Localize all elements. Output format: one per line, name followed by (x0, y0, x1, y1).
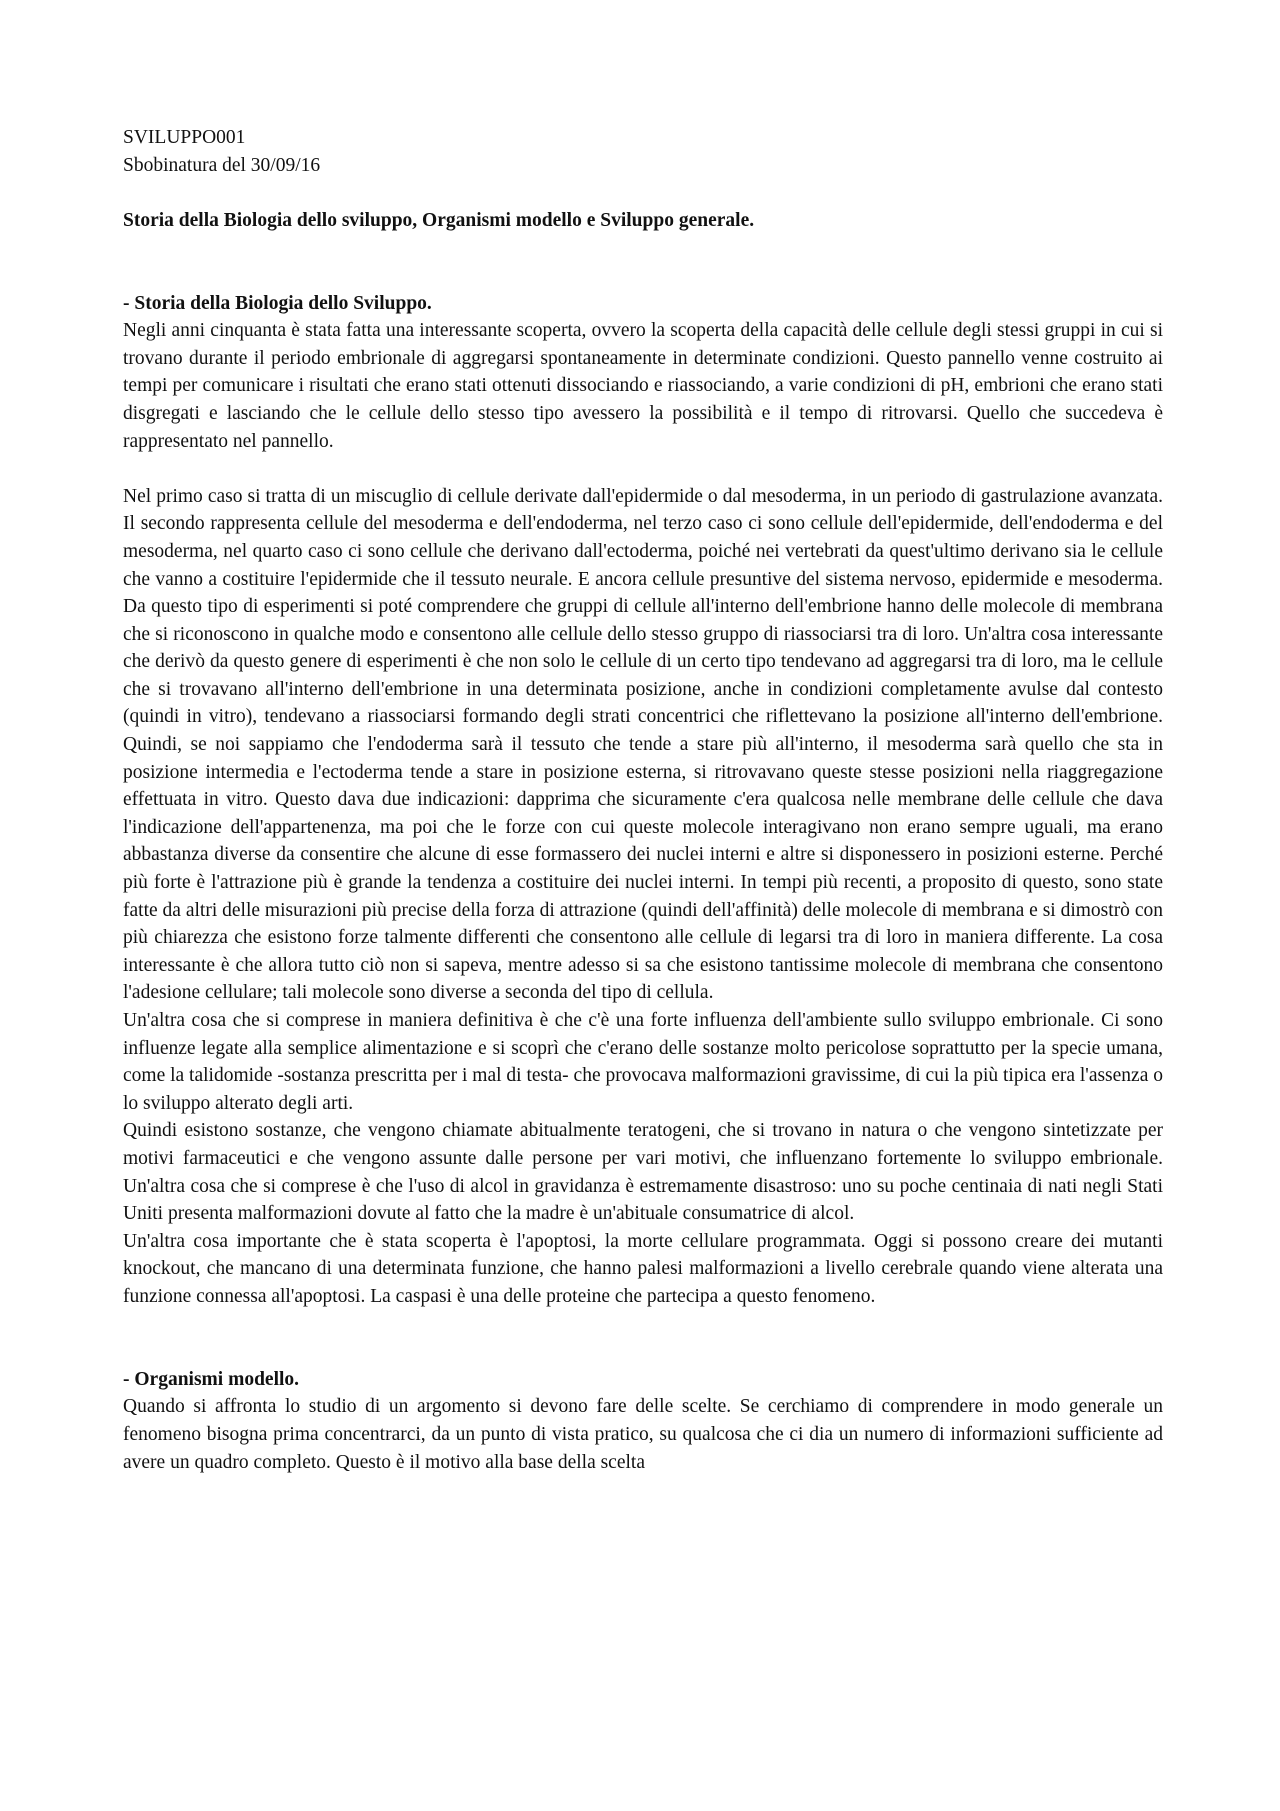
section-heading-storia: - Storia della Biologia dello Sviluppo. (123, 292, 432, 314)
document-code: SVILUPPO001 (123, 127, 246, 148)
paragraph: Un'altra cosa importante che è stata scoperta è l'apoptosi, la morte cellulare programmata. Oggi si possono creare dei mutanti knockout, che mancano di una determinata funzione, che hanno palesi malformazioni a livello cerebrale quando viene alterata una funzione connessa all'apoptosi. La caspasi è una delle proteine che partecipa a questo fenomeno. (123, 1230, 1163, 1307)
paragraph: Nel primo caso si tratta di un miscuglio di cellule derivate dall'epidermide o dal mesoderma, in un periodo di gastrulazione avanzata. Il secondo rappresenta cellule del mesoderma e dell'endoderma, nel terzo caso ci sono cellule dell'epidermide, dell'endoderma e del mesoderma, nel quarto caso ci sono cellule che derivano dall'ectoderma, poiché nei vertebrati da quest'ultimo derivano sia le cellule che vanno a costituire l'epidermide che il tessuto neurale. E ancora cellule presuntive del sistema nervoso, epidermide e mesoderma. Da questo tipo di esperimenti si poté comprendere che gruppi di cellule all'interno dell'embrione hanno delle molecole di membrana che si riconoscono in qualche modo e consentono alle cellule dello stesso gruppo di riassociarsi tra di loro. Un'altra cosa interessante che derivò da questo genere di esperimenti è che non solo le cellule di un certo tipo tendevano ad aggregarsi tra di loro, ma le cellule che si trovavano all'interno dell'embrione in una determinata posizione, anche in condizioni completamente avulse dal contesto (quindi in vitro), tendevano a riassociarsi formando degli strati concentrici che riflettevano la posizione all'interno dell'embrione. Quindi, se noi sappiamo che l'endoderma sarà il tessuto che tende a stare più all'interno, il mesoderma sarà quello che sta in posizione intermedia e l'ectoderma tende a stare in posizione esterna, si ritrovavano queste stesse posizioni nella riaggregazione effettuata in vitro. Questo dava due indicazioni: dapprima che sicuramente c'era qualcosa nelle membrane delle cellule che dava l'indicazione dell'appartenenza, ma poi che le forze con cui queste molecole interagivano non erano sempre uguali, ma erano abbastanza diverse da consentire che alcune di esse formassero dei nuclei interni e altre si disponessero in posizioni esterne. Perché più forte è l'attrazione più è grande la tendenza a costituire dei nuclei interni. In tempi più recenti, a proposito di questo, sono state fatte da altri delle misurazioni più precise della forza di attrazione (quindi dell'affinità) delle molecole di membrana e si dimostrò con più chiarezza che esistono forze talmente differenti che consentono alle cellule di legarsi tra di loro in maniera differente. La cosa interessante è che allora tutto ciò non si sapeva, mentre adesso si sa che esistono tantissime molecole di membrana che consentono l'adesione cellulare; tali molecole sono diverse a seconda del tipo di cellula. (123, 485, 1163, 1004)
document-page (123, 124, 1163, 1476)
paragraph: Quindi esistono sostanze, che vengono chiamate abitualmente teratogeni, che si trovano in natura o che vengono sintetizzate per motivi farmaceutici e che vengono assunte dalle persone per vari motivi, che influenzano fortemente lo sviluppo embrionale. Un'altra cosa che si comprese è che l'uso di alcol in gravidanza è estremamente disastroso: uno su poche centinaia di nati negli Stati Uniti presenta malformazioni dovute al fatto che la madre è un'abituale consumatrice di alcol. (123, 1120, 1163, 1225)
paragraph: Negli anni cinquanta è stata fatta una interessante scoperta, ovvero la scoperta della capacità delle cellule degli stessi gruppi in cui si trovano durante il periodo embrionale di aggregarsi spontaneamente in determinate condizioni. Questo pannello venne costruito ai tempi per comunicare i risultati che erano stati ottenuti dissociando e riassociando, a varie condizioni di pH, embrioni che erano stati disgregati e lasciando che le cellule dello stesso tipo avessero la possibilità e il tempo di ritrovarsi. Quello che succedeva è rappresentato nel pannello. (123, 320, 1163, 452)
paragraph: Quando si affronta lo studio di un argomento si devono fare delle scelte. Se cerchiamo di comprendere in modo generale un fenomeno bisogna prima concentrarci, da un punto di vista pratico, su qualcosa che ci dia un numero di informazioni sufficiente ad avere un quadro completo. Questo è il motivo alla base della scelta (123, 1396, 1163, 1473)
section-heading-organismi: - Organismi modello. (123, 1368, 300, 1390)
paragraph: Un'altra cosa che si comprese in maniera definitiva è che c'è una forte influenza dell'ambiente sullo sviluppo embrionale. Ci sono influenze legate alla semplice alimentazione e si scoprì che c'erano delle sostanze molto pericolose soprattutto per la specie umana, come la talidomide -sostanza prescritta per i mal di testa- che provocava malformazioni gravissime, di cui la più tipica era l'assenza o lo sviluppo alterato degli arti. (123, 1010, 1163, 1114)
document-date: Sbobinatura del 30/09/16 (123, 154, 321, 176)
document-title: Storia della Biologia dello sviluppo, Organismi modello e Sviluppo generale. (123, 209, 755, 231)
